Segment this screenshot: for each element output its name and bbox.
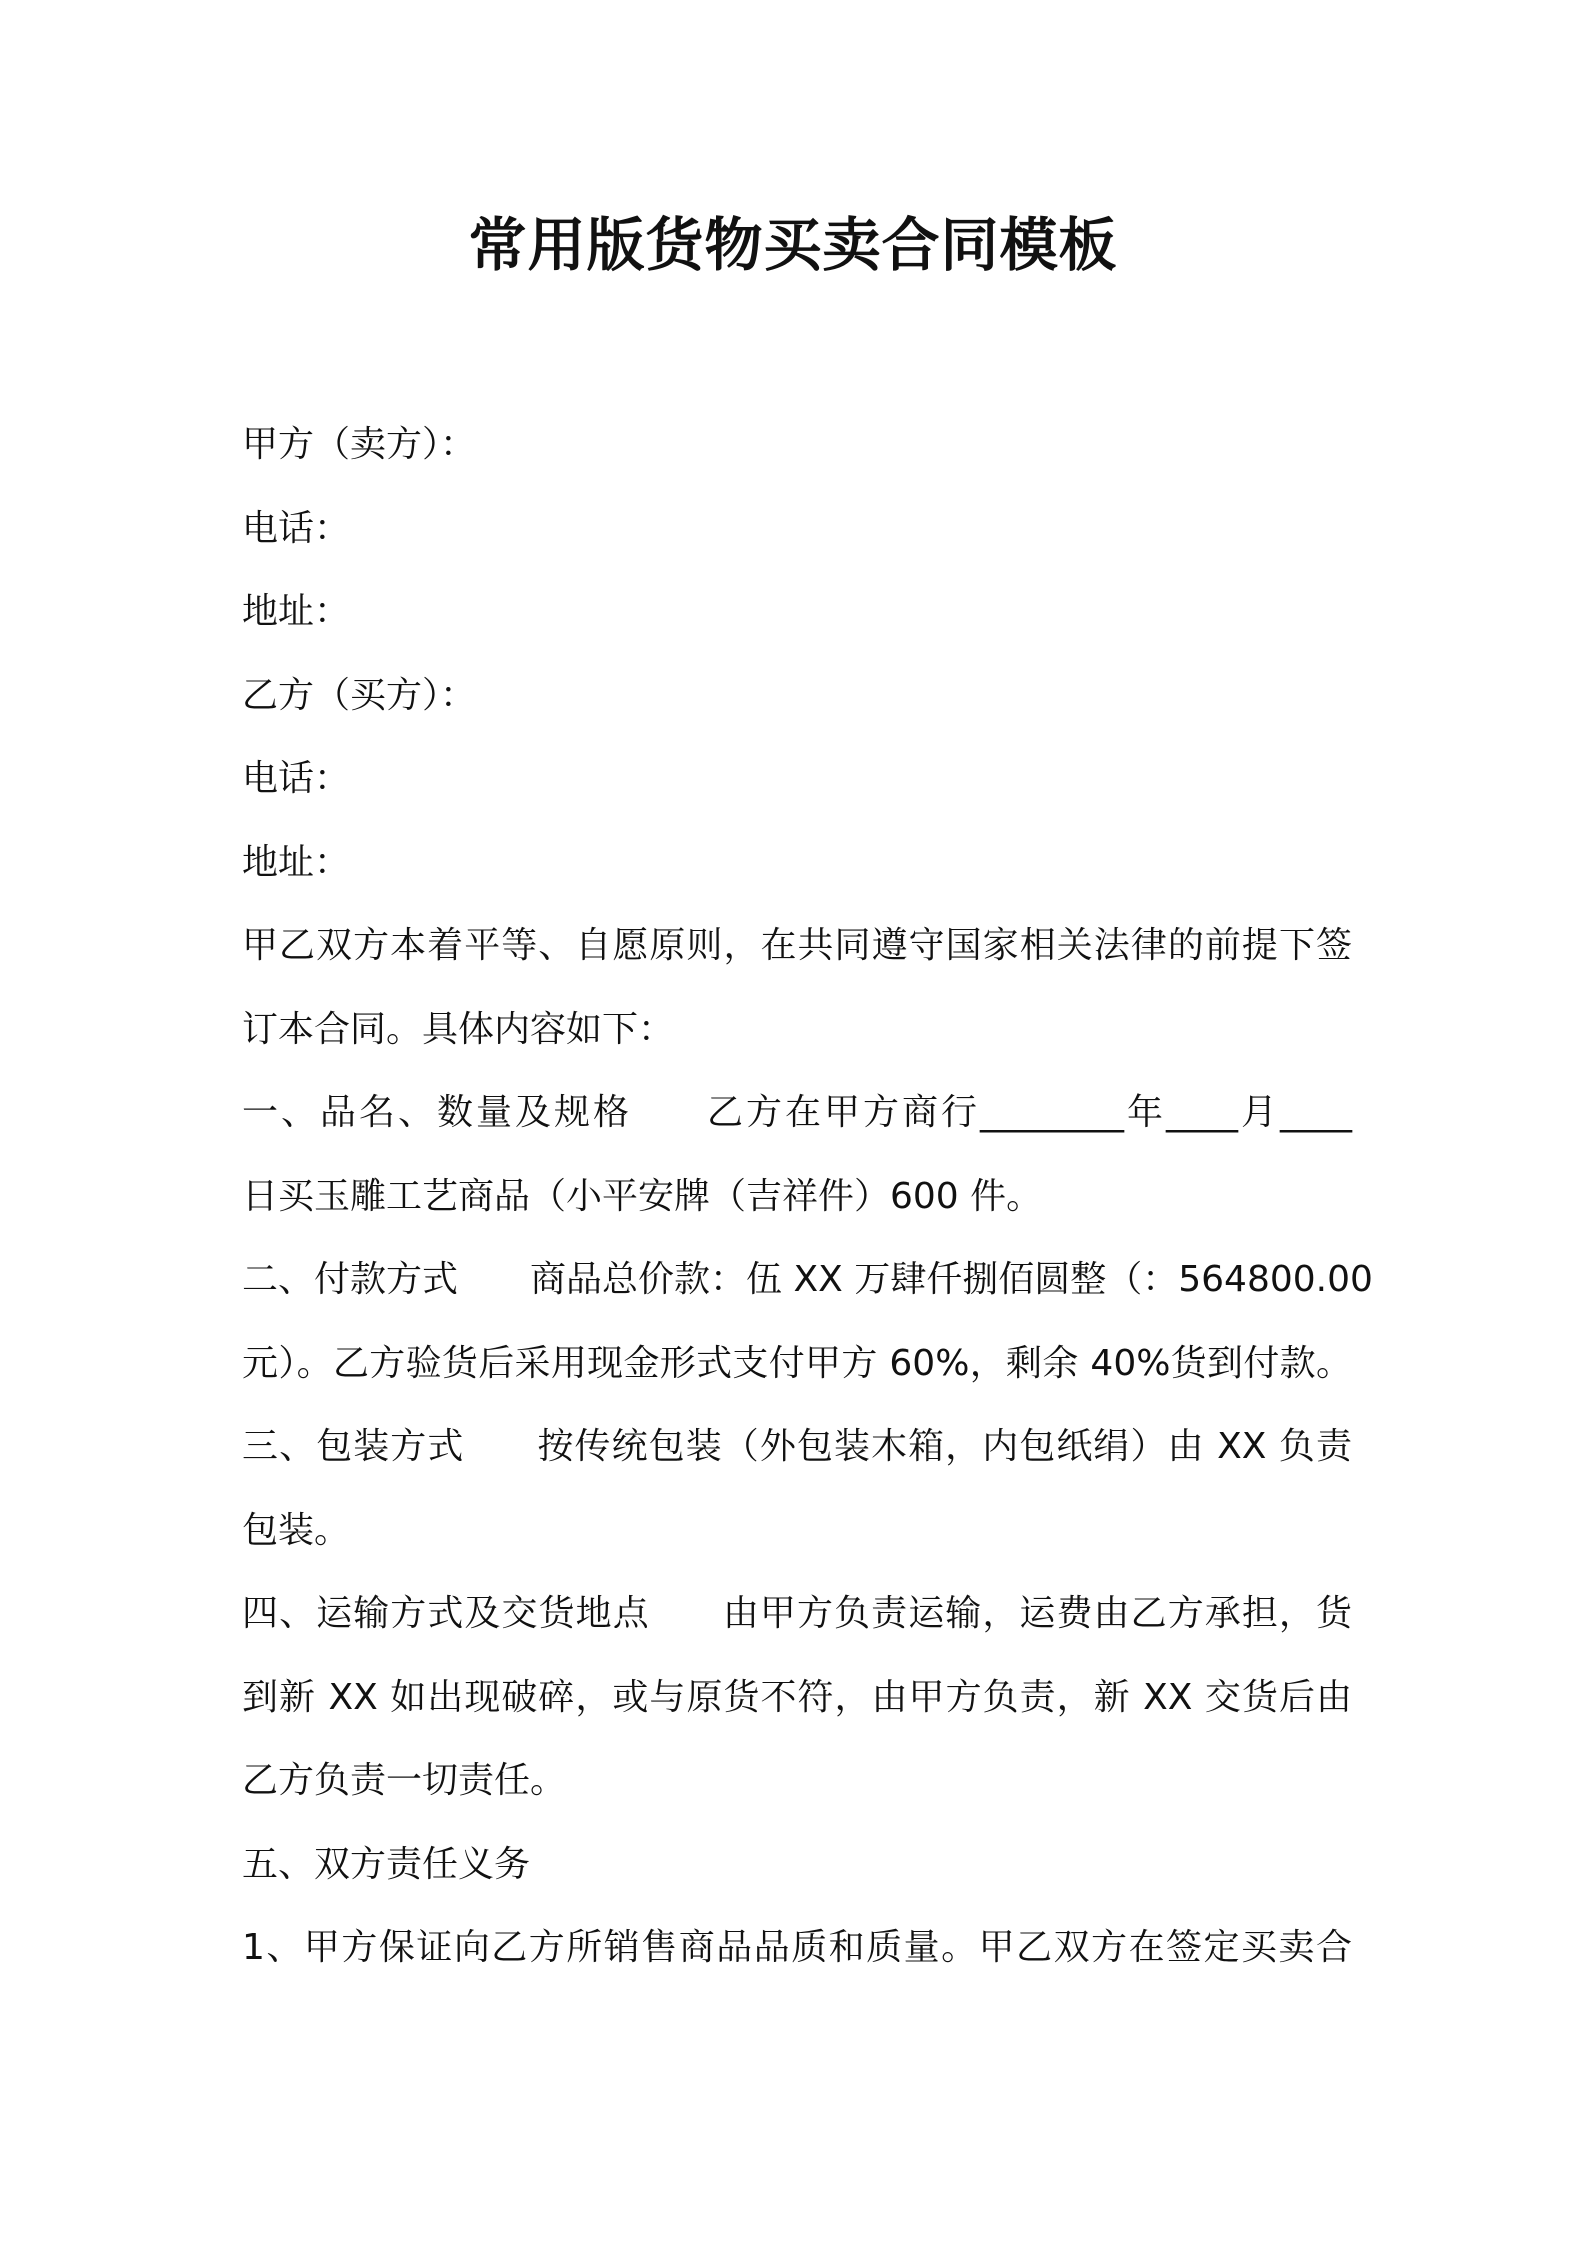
- section-3-text-1: 按传统包装（外包装木箱，内包纸绢）由 XX 负责: [536, 1426, 1352, 1467]
- section-1-line-1: [242, 1071, 1352, 1155]
- party-a-label: 甲方（卖方）：: [242, 424, 477, 465]
- section-1-line-2: 日买玉雕工艺商品（小平安牌（吉祥件）600 件。: [242, 1175, 1043, 1217]
- section-1-heading: 一、品名、数量及规格: [242, 1092, 632, 1133]
- section-3-heading: 三、包装方式: [242, 1426, 465, 1467]
- section-1-text-1: 乙方在甲方商行________年____月____: [704, 1092, 1352, 1133]
- section-3-line-1: [242, 1405, 1352, 1489]
- section-4-line-3: 乙方负责一切责任。: [242, 1760, 567, 1801]
- section-3-line-2: 包装。: [242, 1509, 351, 1551]
- contract-title: 常用版货物买卖合同模板: [468, 211, 1118, 279]
- contract-body: [242, 403, 1373, 1990]
- section-2-text-1: 商品总价款：伍 XX 万肆仟捌佰圆整（：564800.00: [530, 1259, 1373, 1300]
- intro-line-1: 甲乙双方本着平等、自愿原则，在共同遵守国家相关法律的前提下签: [242, 925, 1352, 966]
- section-4-text-1: 由甲方负责运输，运费由乙方承担，货: [721, 1593, 1352, 1634]
- section-2-line-2: 元）。乙方验货后采用现金形式支付甲方 60%，剩余 40%货到付款。: [242, 1342, 1352, 1384]
- section-4-line-2: 到新 XX 如出现破碎，或与原货不符，由甲方负责，新 XX 交货后由: [242, 1676, 1352, 1718]
- section-5-heading: 五、双方责任义务: [242, 1843, 531, 1885]
- section-2-line-1: [242, 1238, 1373, 1322]
- party-a-phone: 电话：: [242, 507, 351, 549]
- party-b-address: 地址：: [242, 841, 351, 883]
- section-4-line-1: [242, 1572, 1352, 1656]
- party-a-address: 地址：: [242, 591, 351, 632]
- party-b-phone: 电话：: [242, 758, 351, 799]
- section-4-heading: 四、运输方式及交货地点: [242, 1593, 650, 1634]
- section-5-item-1: 1、甲方保证向乙方所销售商品品质和质量。甲乙双方在签定买卖合: [242, 1927, 1352, 1968]
- party-b-label: 乙方（买方）：: [242, 674, 477, 716]
- intro-line-2: 订本合同。具体内容如下：: [242, 1008, 675, 1050]
- section-2-heading: 二、付款方式: [242, 1259, 459, 1300]
